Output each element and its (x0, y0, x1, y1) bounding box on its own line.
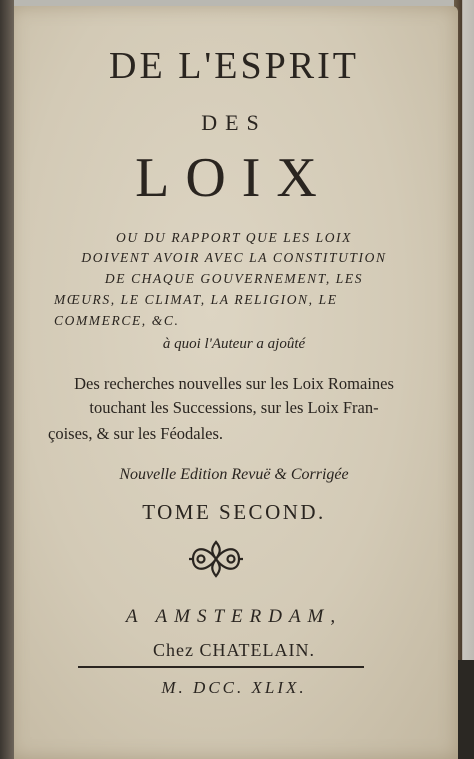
title-page (10, 6, 458, 759)
addition-line-3: çoises, & sur les Féodales. (48, 424, 224, 443)
subtitle-line-2: DOIVENT AVOIR AVEC LA CONSTITUTION (81, 250, 387, 265)
fleuron-ornament-icon (187, 538, 245, 580)
volume-label: TOME SECOND. (142, 500, 326, 524)
edition-note: Nouvelle Edition Revuë & Corrigée (119, 466, 349, 483)
dark-corner (456, 660, 474, 759)
subtitle-line-1: OU DU RAPPORT QUE LES LOIX (116, 230, 352, 245)
addition-line-2: touchant les Successions, sur les Loix Fran- (89, 398, 379, 417)
imprint-rule (78, 666, 364, 668)
imprint-publisher: Chez CHATELAIN. (153, 640, 315, 660)
title-line-1: DE L'ESPRIT (109, 45, 359, 87)
imprint-city: A AMSTERDAM, (125, 606, 343, 627)
subtitle-line-4: MŒURS, LE CLIMAT, LA RELIGION, LE (54, 292, 338, 307)
addition-intro: à quoi l'Auteur a ajoûté (162, 336, 306, 352)
addition-line-1: Des recherches nouvelles sur les Loix Romaines (74, 374, 394, 393)
book-spine-shadow (0, 0, 14, 759)
subtitle-line-5: COMMERCE, &C. (54, 313, 180, 328)
title-line-3: LOIX (135, 147, 333, 209)
subtitle-line-3: DE CHAQUE GOUVERNEMENT, LES (104, 271, 364, 286)
title-line-2: DES (201, 110, 267, 135)
imprint-year: M. DCC. XLIX. (161, 678, 307, 697)
